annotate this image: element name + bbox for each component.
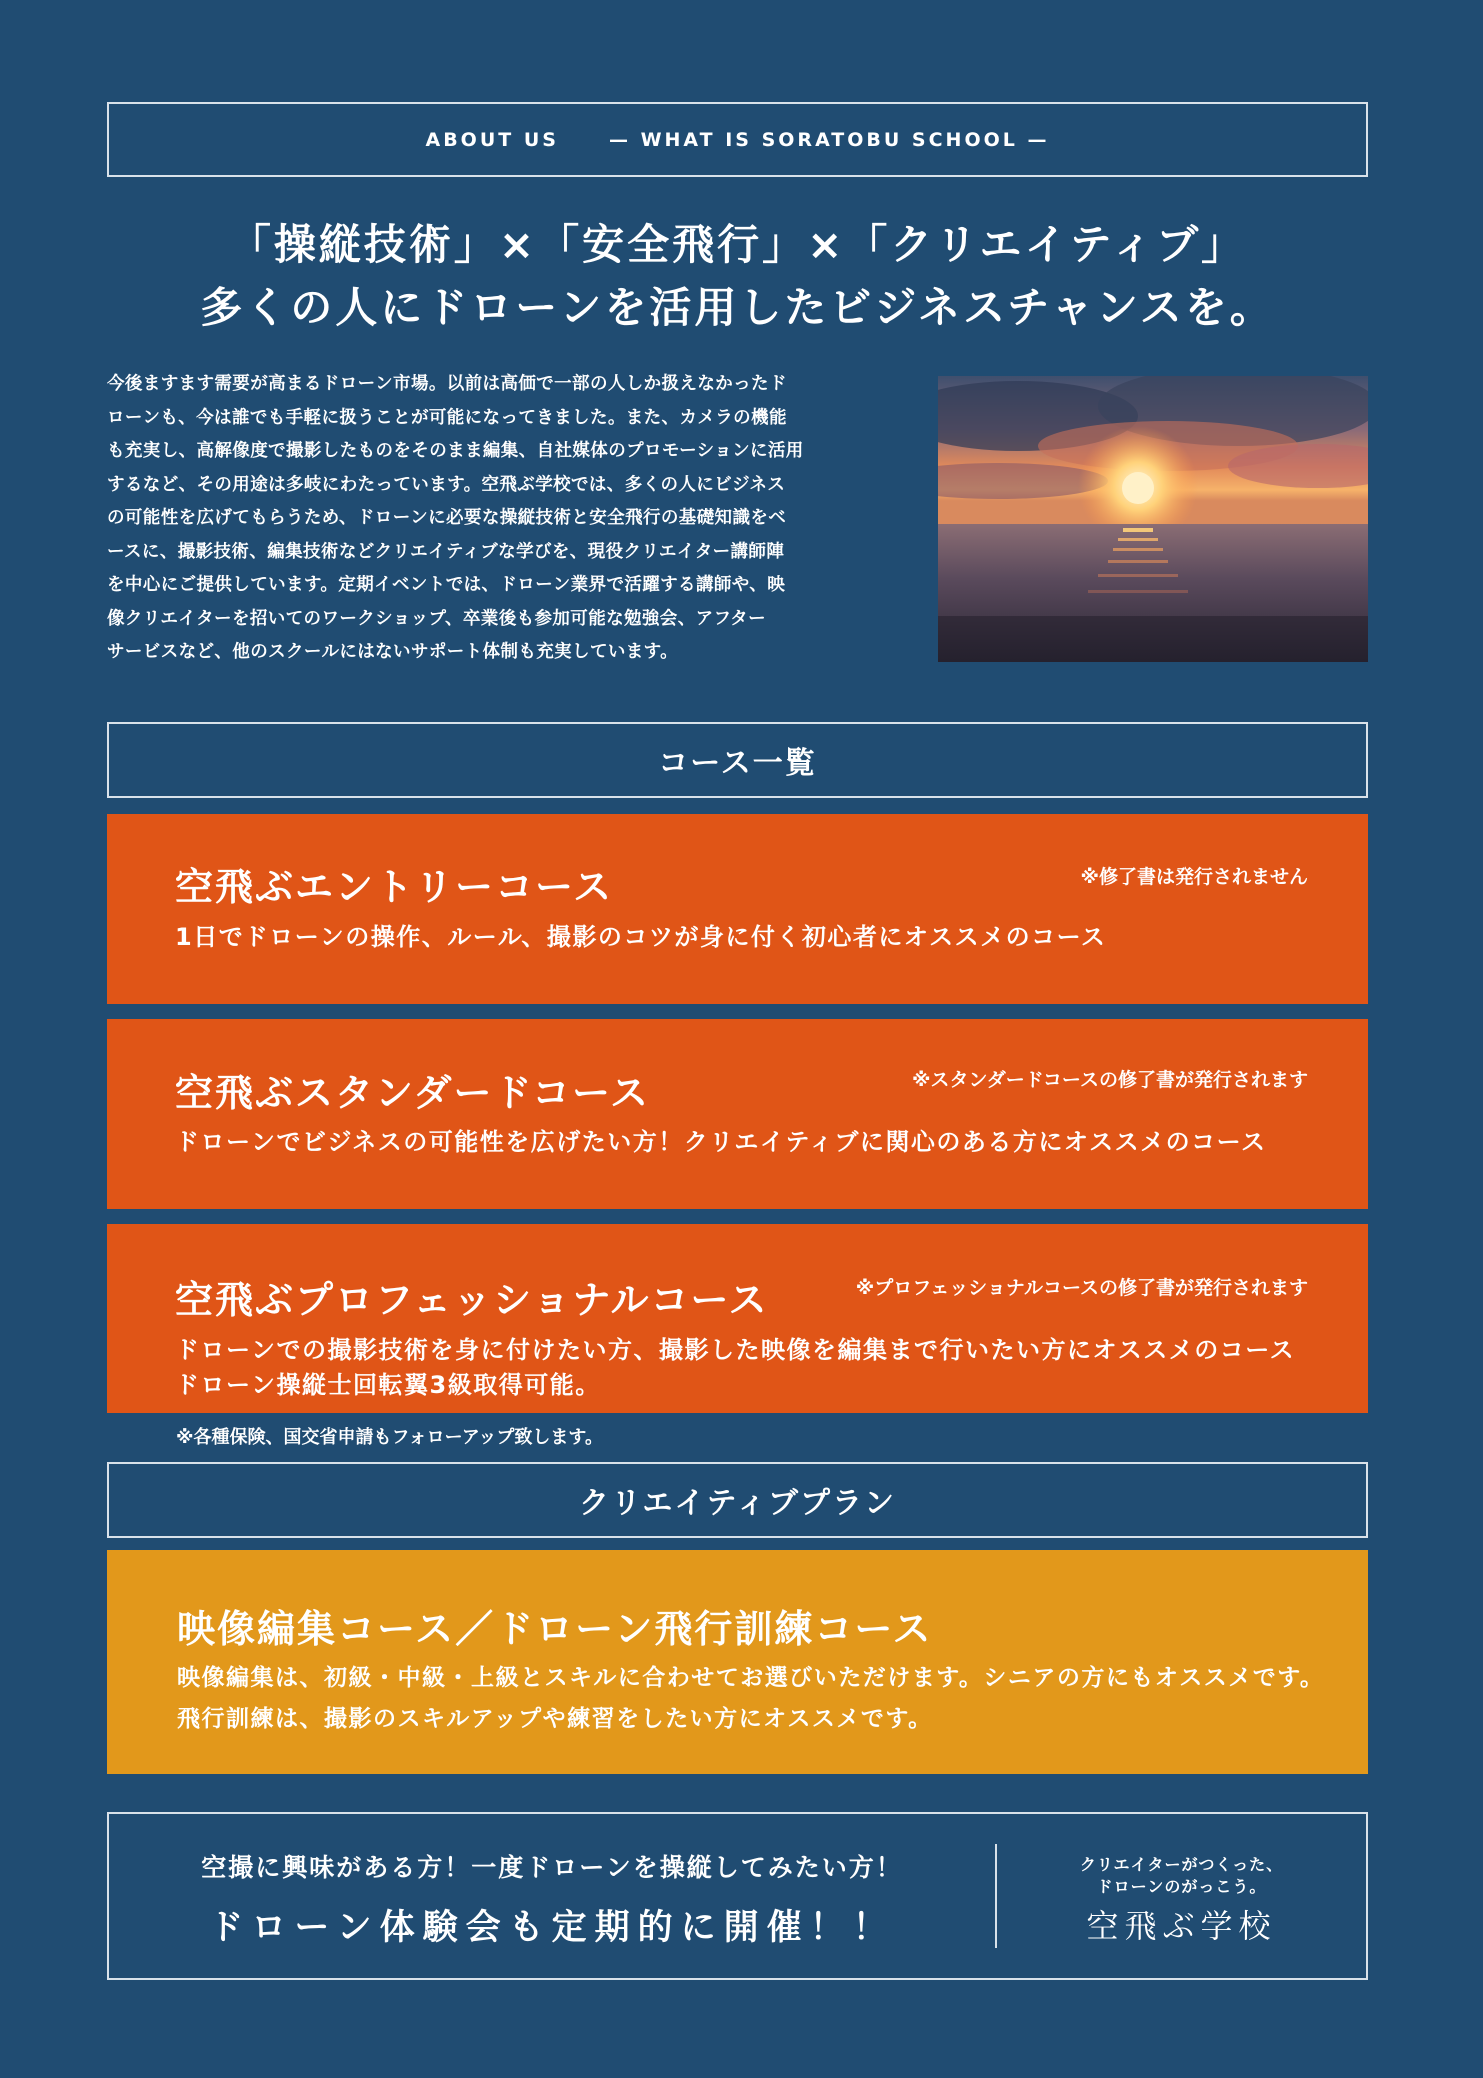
experience-event-banner [107, 1812, 1368, 1980]
insurance-footnote: ※各種保険、国交省申請もフォローアップ致します。 [176, 1427, 603, 1448]
about-us-label: ABOUT US [425, 128, 559, 151]
course-card-standard[interactable] [107, 1019, 1368, 1209]
intro-line: を中心にご提供しています。定期イベントでは、ドローン業界で活躍する講師や、映 [107, 575, 786, 595]
course-desc-line: ドローン操縦士回転翼3級取得可能。 [175, 1371, 601, 1399]
course-desc: 1日でドローンの操作、ルール、撮影のコツが身に付く初心者にオススメのコース [175, 923, 1107, 951]
course-name: 空飛ぶエントリーコース [175, 865, 614, 909]
creative-plan-desc-line: 飛行訓練は、撮影のスキルアップや練習をしたい方にオススメです。 [177, 1706, 933, 1732]
intro-line: ローンも、今は誰でも手軽に扱うことが可能になってきました。また、カメラの機能 [107, 407, 787, 428]
headline-line-2: 多くの人にドローンを活用したビジネスチャンスを。 [200, 283, 1275, 332]
intro-line: も充実し、高解像度で撮影したものをそのまま編集、自社媒体のプロモーションに活用 [107, 441, 804, 461]
course-name: 空飛ぶスタンダードコース [175, 1071, 651, 1115]
intro-line: の可能性を広げてもらうため、ドローンに必要な操縦技術と安全飛行の基礎知識をベ [107, 508, 787, 528]
sunset-ocean-photo [938, 376, 1368, 662]
intro-paragraph [107, 368, 880, 670]
intro-line: 像クリエイターを招いてのワークショップ、卒業後も参加可能な勉強会、アフター [107, 608, 766, 629]
creative-plan-name: 映像編集コース／ドローン飛行訓練コース [177, 1607, 933, 1651]
intro-line: ースに、撮影技術、編集技術などクリエイティブな学びを、現役クリエイター講師陣 [107, 541, 785, 562]
course-desc: ドローンでビジネスの可能性を広げたい方！クリエイティブに関心のある方にオススメのコース [175, 1128, 1267, 1156]
course-desc [175, 1333, 1295, 1403]
event-sub-text: 空撮に興味がある方！一度ドローンを操縦してみたい方！ [201, 1853, 903, 1882]
course-list-title: コース一覧 [107, 722, 1368, 798]
intro-line: 今後ますます需要が高まるドローン市場。以前は高価で一部の人しか扱えなかったド [107, 374, 787, 394]
what-is-soratobu-label: — WHAT IS SORATOBU SCHOOL — [608, 128, 1050, 151]
event-main-text: ドローン体験会も定期的に開催！！ [208, 1908, 896, 1948]
course-note: ※修了書は発行されません [1080, 866, 1308, 888]
course-card-professional[interactable] [107, 1224, 1368, 1413]
course-desc-line: ドローンでの撮影技術を身に付けたい方、撮影した映像を編集まで行いたい方にオススメのコース [175, 1336, 1296, 1364]
creative-plan-title: クリエイティブプラン [107, 1462, 1368, 1538]
creative-plan-desc [177, 1658, 1324, 1740]
creative-plan-card[interactable] [107, 1550, 1368, 1774]
event-message [109, 1814, 995, 1978]
school-logo-block [997, 1814, 1366, 1978]
creative-plan-desc-line: 映像編集は、初級・中級・上級とスキルに合わせてお選びいただけます。シニアの方にもオススメです。 [177, 1665, 1325, 1691]
course-card-entry[interactable] [107, 814, 1368, 1004]
school-logo: 空飛ぶ学校 [1086, 1907, 1277, 1945]
about-us-header [107, 102, 1368, 177]
logo-tagline: ドローンのがっこう。 [1096, 1877, 1267, 1896]
course-note: ※プロフェッショナルコースの修了書が発行されます [855, 1277, 1308, 1299]
intro-line: するなど、その用途は多岐にわたっています。空飛ぶ学校では、多くの人にビジネス [107, 474, 786, 495]
logo-tagline: クリエイターがつくった、 [1079, 1855, 1284, 1874]
course-note: ※スタンダードコースの修了書が発行されます [911, 1069, 1308, 1091]
intro-line: サービスなど、他のスクールにはないサポート体制も充実しています。 [107, 642, 679, 662]
headline-line-1: 「操縦技術」×「安全飛行」×「クリエイティブ」 [228, 220, 1247, 269]
course-name: 空飛ぶプロフェッショナルコース [175, 1278, 769, 1322]
